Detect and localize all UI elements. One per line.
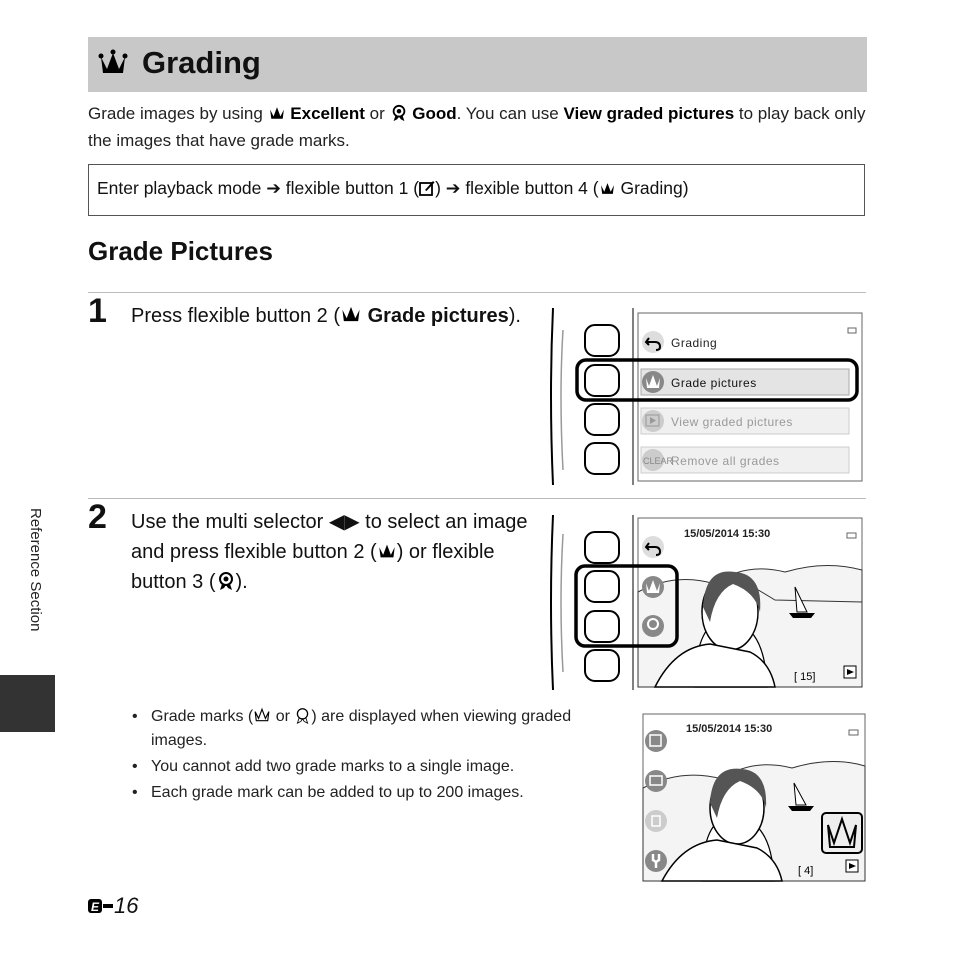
menu-path-box — [88, 164, 865, 216]
notes-list — [132, 705, 622, 807]
intro-paragraph: Grade images by using Excellent or Good. You can use View graded pictures to play back only the images that have grade marks. — [88, 104, 866, 150]
view-graded-label: View graded pictures — [563, 104, 735, 123]
list-item: • You cannot add two grade marks to a single image. — [132, 755, 622, 779]
crown-icon — [377, 542, 397, 560]
crown-icon — [98, 49, 128, 77]
camera-graded-image-screen — [642, 713, 867, 883]
camera-menu-screen — [545, 305, 870, 490]
step-2-number: 2 — [88, 498, 107, 536]
datetime-label: 15/05/2014 15:30 — [686, 723, 773, 735]
list-item: • Each grade mark can be added to up to 200 images. — [132, 781, 622, 805]
svg-text:E: E — [91, 900, 100, 914]
image-counter: [ 4] — [798, 865, 814, 877]
rosette-icon — [216, 571, 236, 591]
rosette-outline-icon — [294, 707, 311, 724]
step-2-text: Use the multi selector ◀▶ to select an image and press flexible button 2 ( ) or flexible button 3 ( ). — [131, 511, 528, 593]
menu-title: Grading — [671, 336, 718, 350]
list-item: • Grade marks ( or ) are displayed when viewing graded images. — [132, 705, 622, 753]
side-label: Reference Section — [27, 508, 44, 632]
menu-item-view-graded: View graded pictures — [671, 415, 793, 429]
step-1-text: Press flexible button 2 ( Grade pictures). — [131, 305, 521, 327]
excellent-label: Excellent — [290, 104, 365, 123]
crown-outline-icon — [253, 707, 271, 723]
side-tab — [0, 675, 55, 732]
camera-grading-screen — [545, 512, 870, 694]
menu-item-grade-pictures: Grade pictures — [671, 376, 757, 390]
page-title: Grading — [142, 45, 261, 80]
divider — [88, 498, 866, 499]
crown-icon — [599, 181, 616, 196]
edit-icon — [419, 180, 435, 196]
divider — [88, 292, 866, 293]
section-header — [88, 37, 867, 92]
arrow-right-icon: ➔ — [445, 178, 461, 198]
rosette-icon — [390, 104, 408, 122]
page-number: E 16 — [88, 893, 138, 919]
flexible-buttons — [585, 532, 619, 681]
datetime-label: 15/05/2014 15:30 — [684, 528, 771, 540]
image-counter: [ 15] — [794, 671, 816, 683]
clear-icon: CLEAR — [643, 456, 674, 466]
page-prefix-icon — [88, 897, 114, 915]
step-1-number: 1 — [88, 292, 107, 330]
left-right-arrows-icon: ◀▶ — [328, 511, 360, 533]
menu-path-text: Enter playback mode ➔ flexible button 1 ( ) ➔ flexible button 4 ( Grading) — [97, 178, 689, 198]
crown-icon — [268, 105, 286, 121]
section-title: Grade Pictures — [88, 236, 273, 266]
menu-item-remove-all: Remove all grades — [671, 454, 780, 468]
good-label: Good — [412, 104, 457, 123]
arrow-right-icon: ➔ — [266, 178, 281, 198]
crown-icon — [340, 304, 362, 324]
